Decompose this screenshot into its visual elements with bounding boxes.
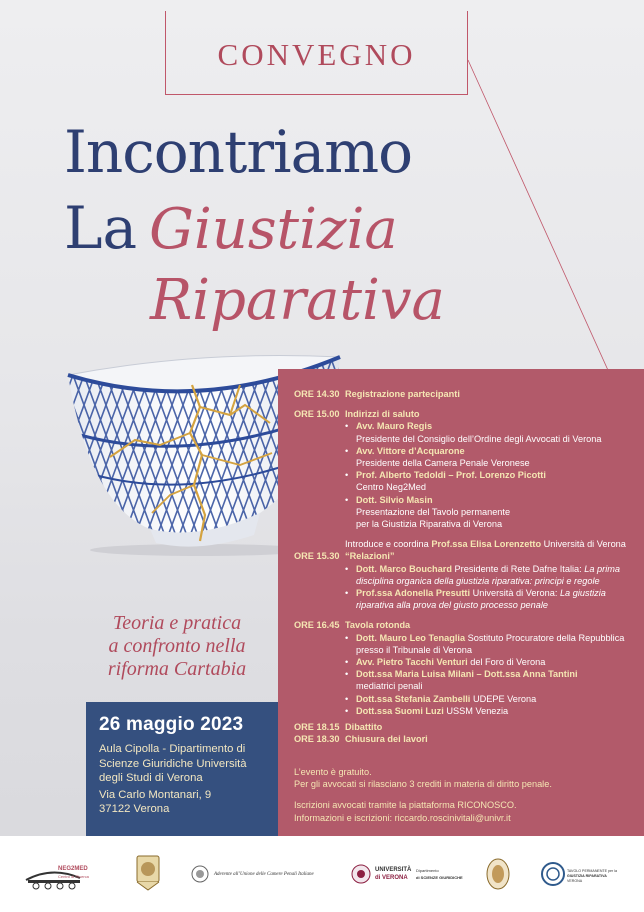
speaker-desc: Presidente della Camera Penale Veronese (356, 458, 530, 469)
speaker-role: Università di Verona: (472, 588, 558, 599)
session-title: Tavola rotonda (345, 620, 411, 631)
speaker-name: Dott.ssa Stefania Zambelli (356, 693, 471, 704)
talk-title: disciplina organica della giustizia riparativa: principi e regole (356, 575, 600, 586)
session-time: ORE 16.45 (294, 620, 340, 631)
speaker-name: • Dott. Silvio Masin (356, 494, 433, 505)
speaker-item (345, 668, 639, 692)
univr-name-2: di VERONA (375, 875, 408, 881)
speaker-item (345, 656, 639, 668)
neg2med-sub: Centro di Ricerca (58, 874, 89, 879)
subtitle-line: Teoria e pratica (112, 612, 242, 634)
speaker-name: Dott. Marco Bouchard (356, 563, 452, 574)
session-title: Chiusura dei lavori (345, 734, 428, 745)
speaker-desc: del Foro di Verona (470, 657, 546, 668)
talk-title: riparativa alla prova del giusto processo penale (356, 600, 549, 611)
speaker-item (345, 563, 639, 587)
session-body (345, 408, 639, 530)
subtitle (82, 612, 272, 681)
speaker-item (345, 420, 639, 444)
speaker-item (345, 705, 639, 717)
speaker-desc: Presidente del Consiglio dell’Ordine degli Avvocati di Verona (356, 433, 602, 444)
session-title: Registrazione partecipanti (345, 389, 460, 399)
speaker-name: • Avv. Mauro Regis (356, 421, 433, 432)
oval-crest-icon (484, 836, 512, 912)
event-place-line: Scienze Giuridiche Università (99, 757, 247, 770)
session-title: Indirizzi di saluto (345, 409, 420, 420)
session-time: ORE 18.30 (294, 734, 340, 745)
session-time: ORE 15.30 (294, 551, 340, 562)
logo-strip (0, 836, 644, 912)
moderator-line (345, 538, 639, 550)
speaker-desc: USSM Venezia (446, 705, 509, 716)
session-time: ORE 15.00 (294, 409, 340, 420)
session-title: “Relazioni” (345, 551, 395, 562)
speaker-name: Avv. Pietro Tacchi Venturi (356, 657, 468, 668)
tavolo-text-1: TAVOLO PERMANENTE per la (567, 869, 617, 873)
free-entry-note: L’evento è gratuito. (294, 767, 372, 777)
ucpi-text: Aderente all’Unione delle Camere Penali Italiane (214, 872, 314, 877)
speaker-name: • Dott.ssa Maria Luisa Milani – Dott.ssa Anna Tantini (356, 669, 578, 680)
session-title: Dibattito (345, 722, 383, 733)
ucpi-seal-icon (190, 836, 210, 912)
footer-notes (294, 766, 639, 833)
moderator-pre: Introduce e coordina (345, 539, 429, 550)
speaker-item (345, 494, 639, 531)
speaker-name: • Avv. Vittore d’Acquarone (356, 445, 465, 456)
bar-association-crest-icon (133, 836, 163, 912)
moderator-name: Prof.ssa Elisa Lorenzetto (431, 539, 542, 550)
speaker-name: Dott.ssa Suomi Luzi (356, 705, 444, 716)
dept-name-2: di SCIENZE GIURIDICHE (416, 875, 463, 880)
event-place-line: Aula Cipolla - Dipartimento di (99, 743, 246, 755)
dept-name-1: Dipartimento (416, 868, 439, 873)
speaker-name: Prof.ssa Adonella Presutti (356, 588, 471, 599)
event-info-box (86, 702, 278, 836)
talk-title: La giustizia (559, 588, 606, 599)
tavolo-text-2: GIUSTIZIA RIPARATIVA (567, 874, 607, 878)
program (294, 388, 639, 745)
subtitle-line: riforma Cartabia (107, 658, 247, 680)
speaker-desc: mediatrici penali (356, 681, 423, 692)
talk-title: La prima (584, 563, 621, 574)
convegno-label: CONVEGNO (217, 37, 416, 72)
program-session (294, 388, 639, 400)
program-session (294, 550, 639, 611)
event-address-line: Via Carlo Montanari, 9 (99, 788, 212, 801)
speaker-desc: UDEPE Verona (472, 693, 537, 704)
program-session (294, 408, 639, 530)
speaker-item (345, 632, 639, 656)
speaker-item (345, 587, 639, 611)
title-line-3: Riparativa (150, 268, 445, 333)
univr-name-1: UNIVERSITÀ (375, 867, 412, 873)
speaker-desc: Sostituto Procuratore della Repubblica (467, 632, 625, 643)
speaker-desc: per la Giustizia Riparativa di Verona (356, 519, 503, 530)
speaker-name: • Prof. Alberto Tedoldi – Prof. Lorenzo Picotti (356, 470, 546, 481)
session-time: ORE 18.15 (294, 722, 340, 733)
registration-note: Iscrizioni avvocati tramite la piattaforma RICONOSCO. (294, 800, 517, 811)
event-address-line: 37122 Verona (99, 803, 170, 816)
session-body (345, 550, 639, 611)
speaker-item (345, 693, 639, 705)
speaker-name: Dott. Mauro Leo Tenaglia (356, 632, 466, 643)
program-session (294, 619, 639, 717)
tavolo-text-3: VERONA (567, 879, 583, 883)
speaker-item (345, 469, 639, 493)
speaker-desc: presso il Tribunale di Verona (356, 644, 472, 655)
speaker-item (345, 445, 639, 469)
neg2med-name: NEG2MED (58, 866, 88, 872)
speaker-role: Presidente di Rete Dafne Italia: (454, 563, 582, 574)
moderator-post: Università di Verona (543, 539, 626, 550)
program-session (294, 721, 639, 733)
univr-seal-icon (350, 836, 372, 912)
tavolo-logo-icon (538, 836, 568, 912)
title-line-1: Incontriamo (64, 118, 413, 186)
subtitle-line: a confronto nella (108, 635, 246, 657)
speaker-desc: Centro Neg2Med (356, 482, 426, 493)
event-place-line: degli Studi di Verona (99, 772, 203, 785)
credits-note: Per gli avvocati si rilasciano 3 crediti in materia di diritto penale. (294, 779, 552, 790)
title-giustizia: Giustizia (149, 197, 398, 262)
contact-note: Informazioni e iscrizioni: riccardo.roscinivitali@univr.it (294, 812, 511, 823)
title-la: La (64, 194, 138, 262)
program-session (294, 733, 639, 745)
event-date: 26 maggio 2023 (99, 714, 244, 735)
session-time: ORE 14.30 (294, 389, 340, 399)
title-line-2 (64, 194, 398, 262)
speaker-desc: Presentazione del Tavolo permanente (356, 506, 511, 517)
session-body (345, 619, 639, 717)
